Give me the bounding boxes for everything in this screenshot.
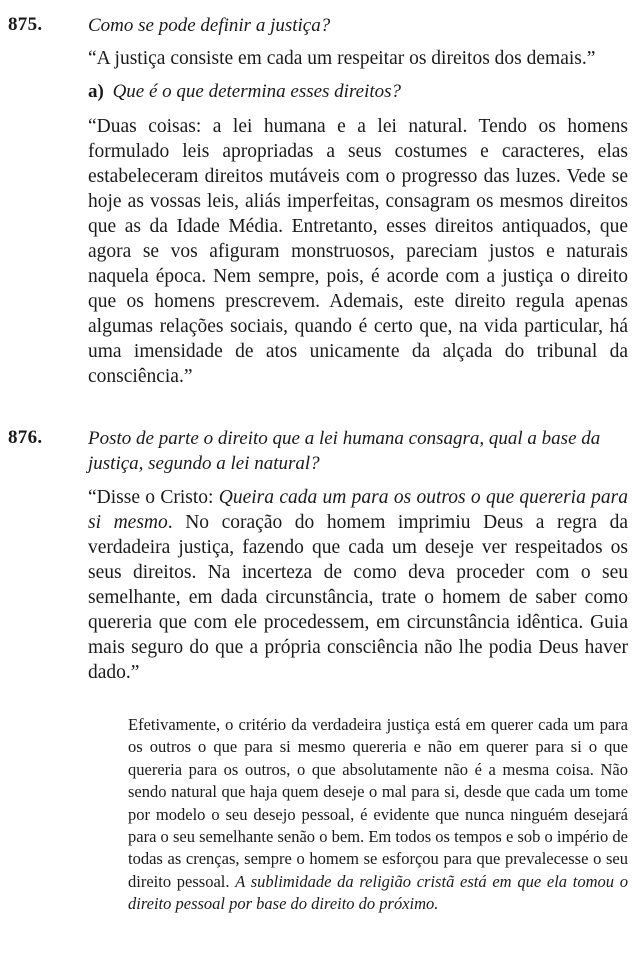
subanswer-875a: “Duas coisas: a lei humana e a lei natural. Tendo os homens formulado leis apropriadas a seus costumes e caracteres, elas estabeleceram direitos mutáveis com o progresso das luzes. Vede se hoje as vossas leis, aliás imperfeitas, consagram os mesmos direitos que as da Idade Média. Entretanto, esses direitos antiquados, que agora se vos afiguram monstruosos, pareciam justos e naturais naquela época. Nem sempre, pois, é acorde com a justiça o direito que os homens prescrevem. Ademais, este direito regula apenas algumas relações sociais, quando é certo que, na vida particular, há uma imensidade de atos unicamente da alçada do tribunal da consciência.” xyxy=(88,116,628,387)
question-875: Como se pode definir a justiça? xyxy=(88,15,331,36)
subquestion-875a xyxy=(88,79,630,104)
answer-876 xyxy=(88,485,628,685)
commentary-876 xyxy=(128,714,628,916)
answer-876-rest: . No coração do homem imprimiu Deus a regra da verdadeira justiça, fazendo que cada um deseje ver respeitados os seus direitos. Na incerteza de como deva proceder com o seu semelhante, em dada circunstância, trate o homem de saber como quereria que com ele procedessem, em circunstância idêntica. Guia mais seguro do que a própria consciência não lhe podia Deus haver dado.” xyxy=(88,512,629,683)
question-number-875: 875. xyxy=(8,14,43,35)
question-number-876: 876. xyxy=(8,427,43,448)
subquestion-text: Que é o que determina esses direitos? xyxy=(112,81,402,102)
answer-876-quote: Queira cada um para os outros o que quereria para si mesmo xyxy=(88,487,628,533)
commentary-text: Efetivamente, o critério da verdadeira justiça está em querer cada um para os outros o que para si mesmo quereria e não em querer para si o que quereria para os outros, o que absolutamente não é a mesma coisa. Não sendo natural que haja quem deseje o mal para si, desde que cada um tome por modelo o seu desejo pessoal, é evidente que nunca ninguém desejará para o seu semelhante senão o bem. Em todos os tempos e sob o império de todas as crenças, sempre o homem se esforçou para que prevalecesse o seu direito pessoal. xyxy=(128,715,628,891)
question-876: Posto de parte o direito que a lei humana consagra, qual a base da justiça, segundo a lei natural? xyxy=(88,428,601,474)
answer-875: “A justiça consiste em cada um respeitar os direitos dos demais.” xyxy=(88,48,596,69)
answer-876-start: “Disse o Cristo: xyxy=(88,487,219,508)
commentary-italic: A sublimidade da religião cristã está em que ela tomou o direito pessoal por base do direito do próximo. xyxy=(128,871,628,914)
subquestion-label: a) xyxy=(88,81,104,102)
